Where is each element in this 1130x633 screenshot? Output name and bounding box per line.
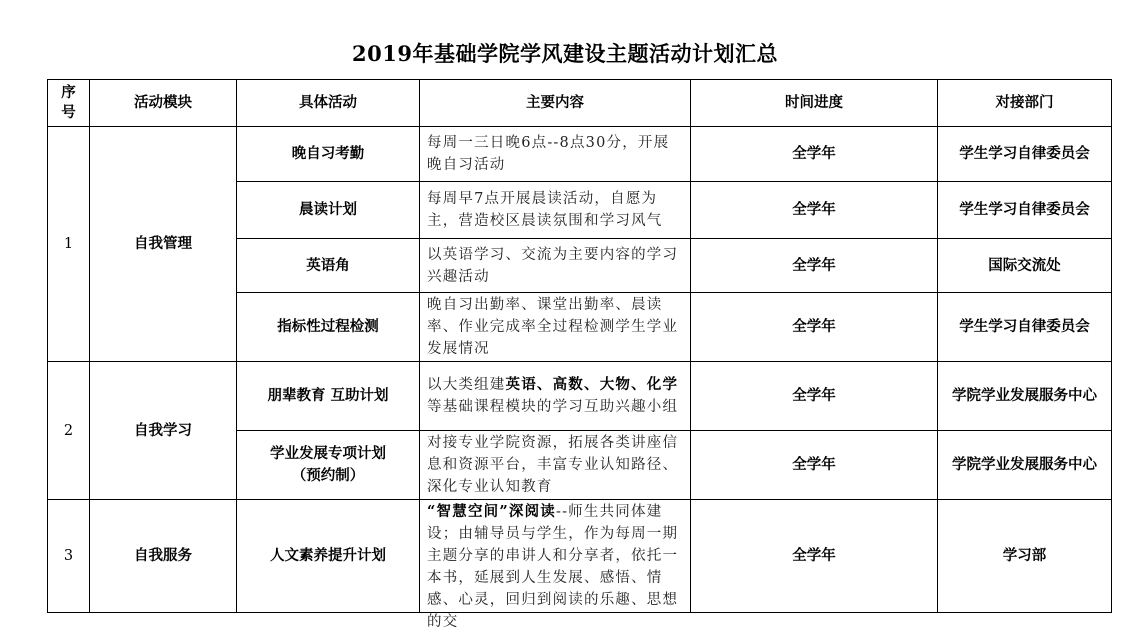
group-seq: 3 bbox=[48, 500, 90, 613]
content-cell: 每周一三日晚6点--8点30分，开展晚自习活动 bbox=[420, 127, 691, 182]
activity-cell: 晚自习考勤 bbox=[237, 127, 420, 182]
dept-cell: 学院学业发展服务中心 bbox=[938, 431, 1112, 500]
group-module: 自我管理 bbox=[90, 127, 237, 362]
content-cell: 以英语学习、交流为主要内容的学习兴趣活动 bbox=[420, 239, 691, 293]
header-dept: 对接部门 bbox=[938, 80, 1112, 127]
table-header-row bbox=[48, 80, 1112, 127]
header-activity: 具体活动 bbox=[237, 80, 420, 127]
content-cell: 对接专业学院资源，拓展各类讲座信息和资源平台，丰富专业认知路径、深化专业认知教育 bbox=[420, 431, 691, 500]
table-row bbox=[48, 127, 1112, 182]
time-cell: 全学年 bbox=[691, 293, 938, 362]
time-cell: 全学年 bbox=[691, 362, 938, 431]
group-seq: 1 bbox=[48, 127, 90, 362]
group-seq: 2 bbox=[48, 362, 90, 500]
content-cell: 以大类组建英语、高数、大物、化学等基础课程模块的学习互助兴趣小组 bbox=[420, 362, 691, 431]
dept-cell: 学习部 bbox=[938, 500, 1112, 613]
header-module: 活动模块 bbox=[90, 80, 237, 127]
time-cell: 全学年 bbox=[691, 500, 938, 613]
content-cell: “智慧空间”深阅读--师生共同体建设；由辅导员与学生，作为每周一期主题分享的串讲人和分享者，依托一本书，延展到人生发展、感悟、情感、心灵，回归到阅读的乐趣、思想的交 bbox=[420, 500, 691, 613]
header-content: 主要内容 bbox=[420, 80, 691, 127]
dept-cell: 学生学习自律委员会 bbox=[938, 127, 1112, 182]
header-time: 时间进度 bbox=[691, 80, 938, 127]
activity-cell: 指标性过程检测 bbox=[237, 293, 420, 362]
activity-cell: 学业发展专项计划 （预约制） bbox=[237, 431, 420, 500]
activity-plan-table bbox=[47, 79, 1112, 630]
table-row bbox=[48, 500, 1112, 613]
content-cell: 晚自习出勤率、课堂出勤率、晨读率、作业完成率全过程检测学生学业发展情况 bbox=[420, 293, 691, 362]
dept-cell: 学生学习自律委员会 bbox=[938, 293, 1112, 362]
header-seq: 序号 bbox=[48, 80, 90, 127]
activity-cell: 人文素养提升计划 bbox=[237, 500, 420, 613]
dept-cell: 学生学习自律委员会 bbox=[938, 182, 1112, 239]
time-cell: 全学年 bbox=[691, 182, 938, 239]
activity-cell: 朋辈教育 互助计划 bbox=[237, 362, 420, 431]
table-row bbox=[48, 362, 1112, 431]
time-cell: 全学年 bbox=[691, 127, 938, 182]
activity-cell: 英语角 bbox=[237, 239, 420, 293]
group-module: 自我服务 bbox=[90, 500, 237, 613]
time-cell: 全学年 bbox=[691, 239, 938, 293]
dept-cell: 国际交流处 bbox=[938, 239, 1112, 293]
dept-cell: 学院学业发展服务中心 bbox=[938, 362, 1112, 431]
page-title: 2019年基础学院学风建设主题活动计划汇总 bbox=[352, 41, 778, 66]
content-cell: 每周早7点开展晨读活动，自愿为主，营造校区晨读氛围和学习风气 bbox=[420, 182, 691, 239]
time-cell: 全学年 bbox=[691, 431, 938, 500]
group-module: 自我学习 bbox=[90, 362, 237, 500]
activity-cell: 晨读计划 bbox=[237, 182, 420, 239]
